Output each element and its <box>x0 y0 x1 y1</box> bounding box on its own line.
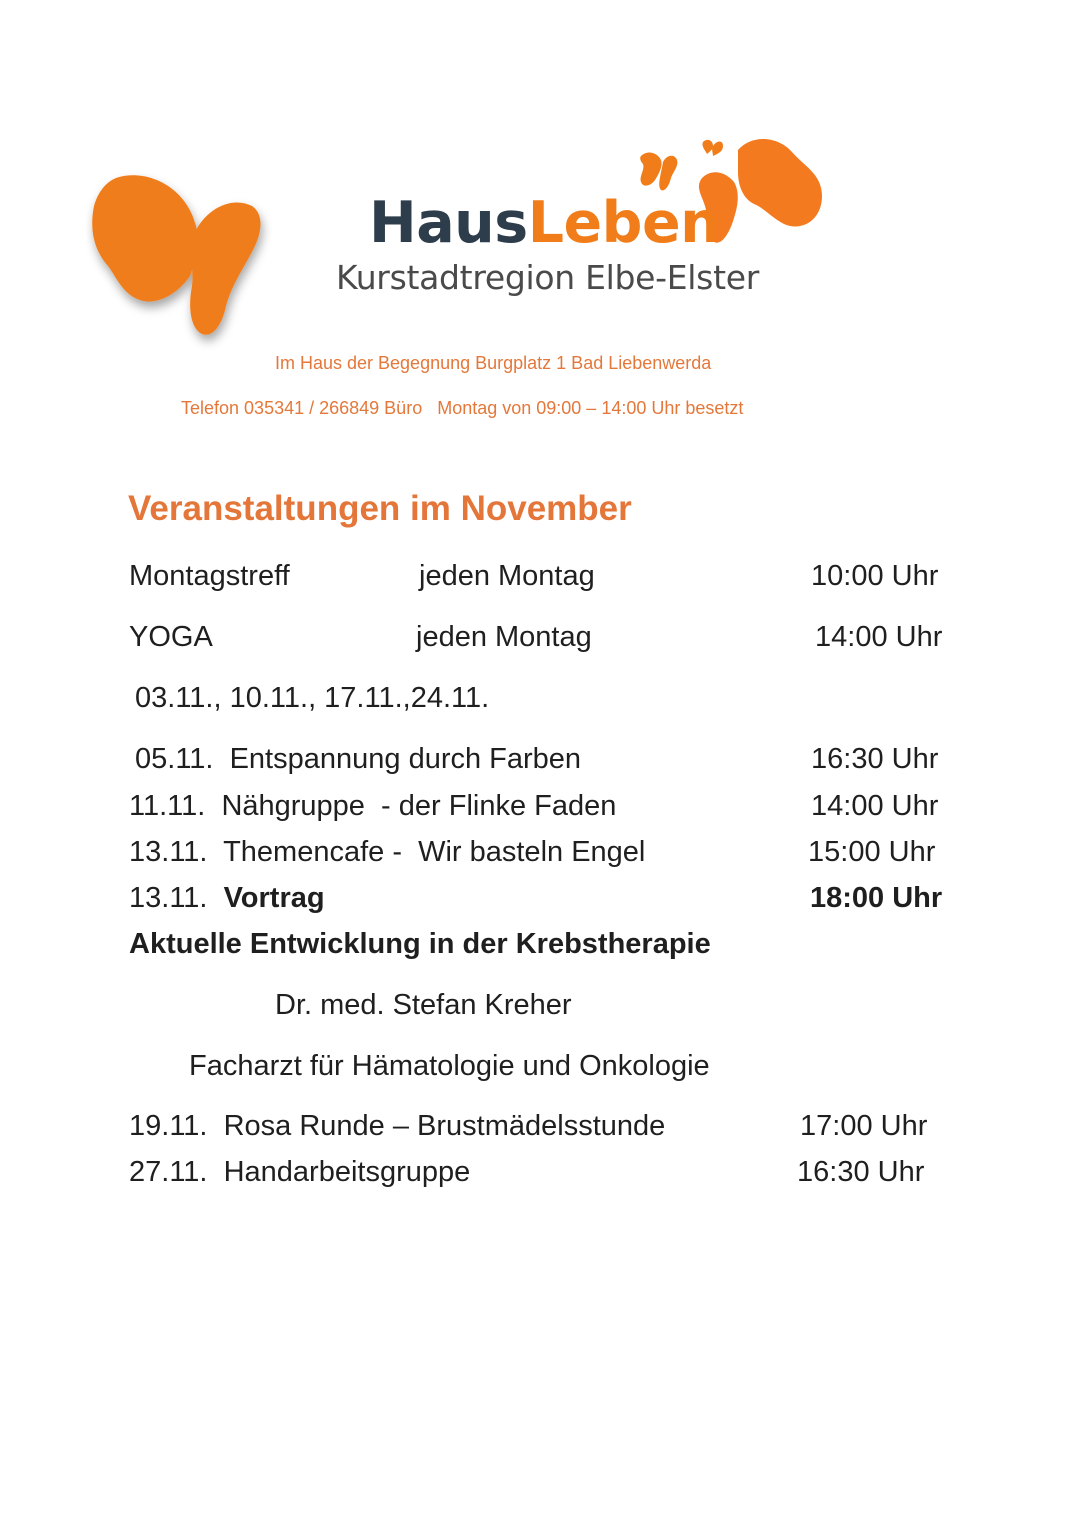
event-1311-themencafe: 13.11. Themencafe - Wir basteln Engel <box>129 836 646 868</box>
event-montagstreff-name: Montagstreff <box>129 560 290 592</box>
event-1311-vortrag-title: Vortrag <box>223 882 325 914</box>
event-montagstreff-time: 10:00 Uhr <box>811 560 939 592</box>
event-1311-vortrag-time: 18:00 Uhr <box>810 882 943 914</box>
page-title: Veranstaltungen im November <box>128 489 632 528</box>
event-2711: 27.11. Handarbeitsgruppe <box>129 1156 471 1188</box>
event-1911-time: 17:00 Uhr <box>800 1110 928 1142</box>
butterfly-logo-large <box>86 166 272 356</box>
event-0511: 05.11. Entspannung durch Farben <box>135 743 582 775</box>
speaker-role: Facharzt für Hämatologie und Onkologie <box>189 1050 710 1082</box>
brand-name-part1: Haus <box>369 190 528 256</box>
event-1311-vortrag <box>129 882 325 915</box>
brand-name-part2: Leben <box>527 190 721 256</box>
event-yoga-name: YOGA <box>129 621 213 653</box>
event-yoga-time: 14:00 Uhr <box>815 621 943 653</box>
address-line: Im Haus der Begegnung Burgplatz 1 Bad Liebenwerda <box>275 353 712 373</box>
brand-name <box>369 190 720 256</box>
contact-line: Telefon 035341 / 266849 Büro Montag von 09:00 – 14:00 Uhr besetzt <box>181 398 744 418</box>
event-yoga-when: jeden Montag <box>416 621 592 653</box>
lecture-topic: Aktuelle Entwicklung in der Krebstherapie <box>129 928 711 960</box>
event-1111: 11.11. Nähgruppe - der Flinke Faden <box>129 790 617 822</box>
event-0511-time: 16:30 Uhr <box>811 743 939 775</box>
event-1311-vortrag-date: 13.11. <box>129 882 208 914</box>
event-1911: 19.11. Rosa Runde – Brustmädelsstunde <box>129 1110 666 1142</box>
event-1111-time: 14:00 Uhr <box>811 790 939 822</box>
event-montagstreff-when: jeden Montag <box>419 560 595 592</box>
yoga-dates: 03.11., 10.11., 17.11.,24.11. <box>135 682 490 714</box>
event-1311-themencafe-time: 15:00 Uhr <box>808 836 936 868</box>
event-2711-time: 16:30 Uhr <box>797 1156 925 1188</box>
speaker-name: Dr. med. Stefan Kreher <box>275 989 572 1021</box>
brand-subtitle: Kurstadtregion Elbe-Elster <box>336 258 759 297</box>
